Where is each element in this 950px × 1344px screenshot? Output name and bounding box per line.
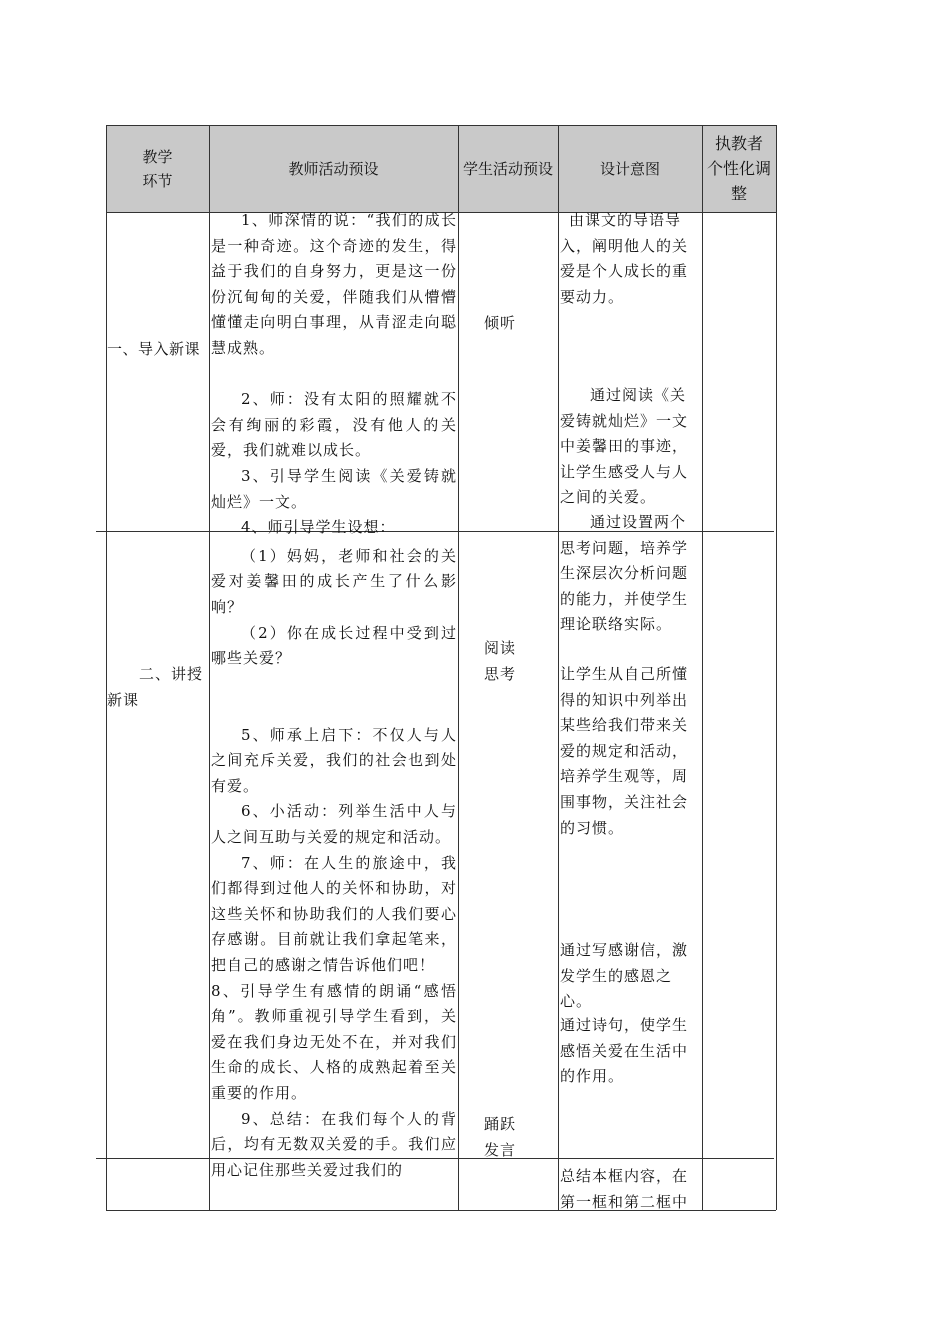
student-listen: 倾听 <box>484 314 517 332</box>
teacher-step-7: 7、师：在人生的旅途中，我们都得到过他人的关怀和协助，对这些关怀和协助我们的人我们要心存感谢。目前就让我们拿起笔来，把自己的感谢之情告诉他们吧！ <box>211 853 457 975</box>
header-stage <box>106 125 209 212</box>
teacher-step-3: 3、引导学生阅读《关爱铸就灿烂》一文。 <box>211 466 457 511</box>
teacher-step-4: 4、师引导学生设想： <box>241 518 396 537</box>
header-student: 学生活动预设 <box>462 159 553 178</box>
section-lecture-label-line1: 二、讲授 <box>139 665 204 683</box>
header-stage-line2: 环节 <box>142 171 173 190</box>
section-lecture-label <box>107 662 209 713</box>
student-speak-1: 踊跃 <box>484 1115 517 1133</box>
student-think: 思考 <box>484 665 517 683</box>
header-intent: 设计意图 <box>599 159 660 178</box>
header-teacher: 教师活动预设 <box>288 159 379 178</box>
teacher-step-2: 2、师：没有太阳的照耀就不会有绚丽的彩霞，没有他人的关爱，我们就难以成长。 <box>211 390 457 460</box>
header-stage-line1: 教学 <box>142 147 173 166</box>
intent-6: 通过诗句，使学生感悟关爱在生活中的作用。 <box>560 1016 689 1086</box>
teacher-step-6: 6、小活动：列举生活中人与人之间互助与关爱的规定和活动。 <box>211 802 457 847</box>
teacher-step-9: 9、总结：在我们每个人的背后，均有无数双关爱的手。我们应用心记住那些关爱过我们的 <box>211 1109 457 1179</box>
student-read: 阅读 <box>484 639 517 657</box>
intent-4: 让学生从自己所懂得的知识中列举出某些给我们带来关爱的规定和活动，培养学生观等，周围事物，关注社会的习惯。 <box>560 665 689 837</box>
header-personal-line2: 个性化调 <box>706 159 771 178</box>
header-personal-line3: 整 <box>730 184 747 203</box>
teacher-activity-column <box>211 208 457 1183</box>
column-line-2 <box>458 125 459 1210</box>
teacher-step-4-question-2: （2）你在成长过程中受到过哪些关爱？ <box>211 623 457 668</box>
intent-1: 由课文的导语导入，阐明他人的关爱是个人成长的重要动力。 <box>560 211 689 306</box>
header-personal <box>702 125 776 212</box>
section-intro-label: 一、导入新课 <box>107 340 201 358</box>
intent-3: 通过设置两个思考问题，培养学生深层次分析问题的能力，并使学生理论联络实际。 <box>560 513 689 634</box>
section-lecture-label-line2: 新课 <box>107 690 140 709</box>
intent-5: 通过写感谢信，激发学生的感恩之心。 <box>560 941 689 1011</box>
intent-7: 总结本框内容，在第一框和第二框中 <box>560 1167 689 1211</box>
column-line-4 <box>702 125 703 1210</box>
header-personal-line1: 执教者 <box>714 134 763 153</box>
intent-2: 通过阅读《关爱铸就灿烂》一文中姜馨田的事迹，让学生感受人与人之间的关爱。 <box>560 386 689 507</box>
column-line-right <box>776 125 777 1210</box>
teacher-step-4-question-1: （1）妈妈，老师和社会的关爱对姜馨田的成长产生了什么影响？ <box>211 546 457 616</box>
teacher-step-1: 1、师深情的说：“我们的成长是一种奇迹。这个奇迹的发生，得益于我们的自身努力，更是这一份份沉甸甸的关爱，伴随我们从懵懵懂懂走向明白事理，从青涩走向聪慧成熟。 <box>211 211 457 357</box>
teacher-step-5: 5、师承上启下：不仅人与人之间充斥关爱，我们的社会也到处有爱。 <box>211 725 457 795</box>
column-line-3 <box>558 125 559 1210</box>
column-line-1 <box>209 125 210 1210</box>
teacher-step-8: 8、引导学生有感情的朗诵“感悟角”。教师重视引导学生看到，关爱在我们身边无处不在，并对我们生命的成长、人格的成熟起着至关重要的作用。 <box>211 981 457 1102</box>
student-speak-2: 发言 <box>484 1141 517 1159</box>
